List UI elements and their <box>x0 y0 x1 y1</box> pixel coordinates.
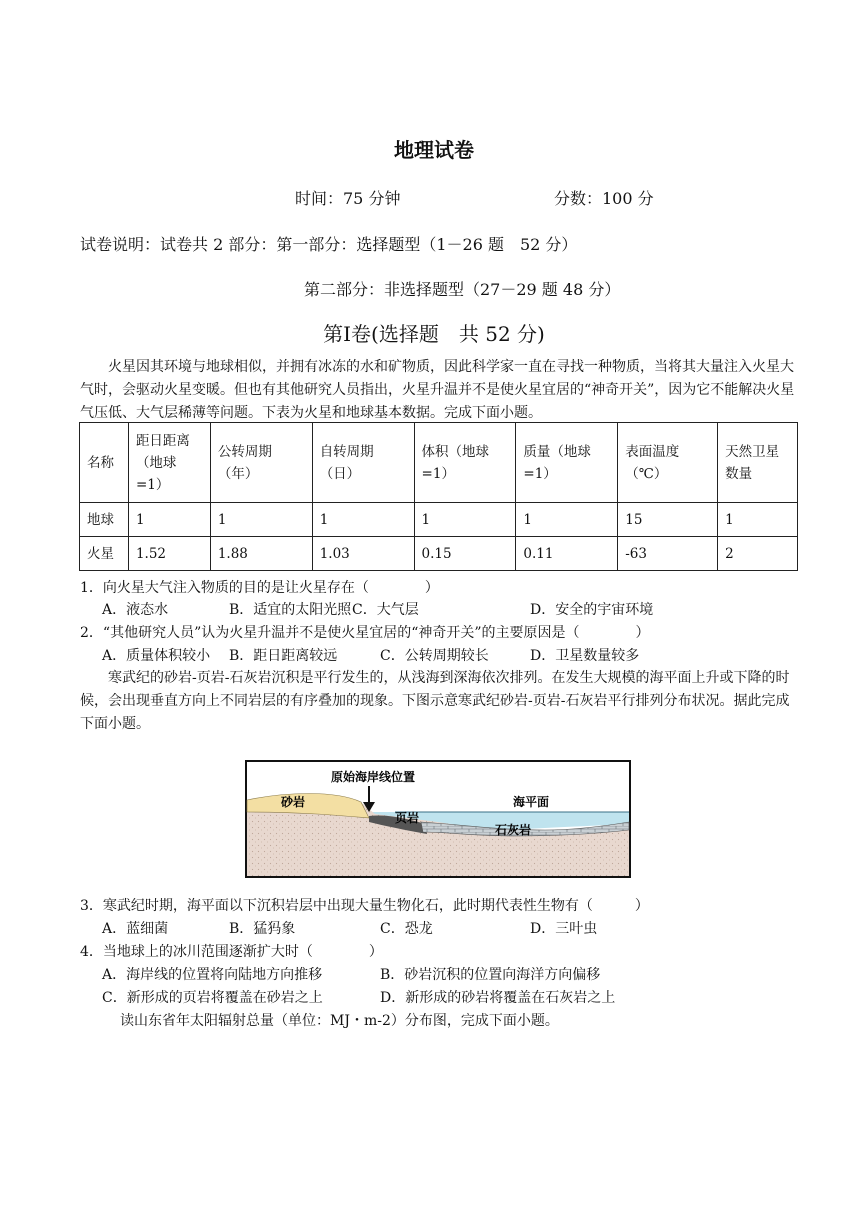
passage-shandong-radiation: 读山东省年太阳辐射总量（单位：MJ・m-2）分布图，完成下面小题。 <box>120 1013 559 1029</box>
question-3-option-d[interactable]: D．三叶虫 <box>530 921 598 937</box>
table-row <box>80 503 798 537</box>
table-header-cell: 质量（地球=1） <box>516 423 618 503</box>
question-3-stem: 3．寒武纪时期，海平面以下沉积岩层中出现大量生物化石，此时期代表性生物有（ ） <box>80 898 649 914</box>
table-cell: 1 <box>210 503 312 537</box>
sea-level-label: 海平面 <box>513 795 550 809</box>
table-cell: 1 <box>128 503 210 537</box>
table-cell: 火星 <box>80 537 129 571</box>
part1-title: 第Ⅰ卷(选择题 共 52 分) <box>323 322 545 346</box>
shale-label: 页岩 <box>395 811 420 825</box>
table-cell: 0.15 <box>414 537 516 571</box>
sandstone-label: 砂岩 <box>281 795 306 809</box>
exam-score: 分数：100 分 <box>554 189 654 208</box>
question-2-stem: 2．“其他研究人员”认为火星升温并不是使火星宜居的“神奇开关”的主要原因是（ ） <box>80 625 650 641</box>
table-header-cell: 自转周期（日） <box>312 423 414 503</box>
table-cell: 地球 <box>80 503 129 537</box>
question-2-option-c[interactable]: C．公转周期较长 <box>380 648 489 664</box>
table-cell: 1 <box>414 503 516 537</box>
table-cell: 1 <box>718 503 798 537</box>
table-cell: 1.03 <box>312 537 414 571</box>
question-1-option-d[interactable]: D．安全的宇宙环境 <box>530 602 654 618</box>
question-2-option-d[interactable]: D．卫星数量较多 <box>530 648 640 664</box>
table-cell: 1 <box>516 503 618 537</box>
table-header-cell: 名称 <box>80 423 129 503</box>
question-1-option-a[interactable]: A．液态水 <box>102 602 169 618</box>
exam-time: 时间：75 分钟 <box>295 189 401 208</box>
question-3-option-b[interactable]: B．猛犸象 <box>229 921 296 937</box>
table-cell: 1 <box>312 503 414 537</box>
passage-cambrian: 寒武纪的砂岩-页岩-石灰岩沉积是平行发生的，从浅海到深海依次排列。在发生大规模的海平面上升或下降的时候，会出现垂直方向上不同岩层的有序叠加的现象。下图示意寒武纪砂岩-页岩-石灰岩平行排列分布状况。据此完成下面小题。 <box>80 670 790 732</box>
question-4-option-c[interactable]: C．新形成的页岩将覆盖在砂岩之上 <box>102 990 323 1006</box>
sediment-diagram <box>245 760 631 878</box>
limestone-label: 石灰岩 <box>495 823 532 837</box>
table-header-cell: 表面温度（℃） <box>618 423 718 503</box>
question-1-option-c[interactable]: C．大气层 <box>352 602 419 618</box>
question-1-stem: 1．向火星大气注入物质的目的是让火星存在（ ） <box>80 580 439 596</box>
table-cell: -63 <box>618 537 718 571</box>
exam-title: 地理试卷 <box>394 138 474 162</box>
question-1-option-b[interactable]: B．适宜的太阳光照 <box>229 602 352 618</box>
table-header-cell: 距日距离（地球=1） <box>128 423 210 503</box>
question-4-stem: 4．当地球上的冰川范围逐渐扩大时（ ） <box>80 944 383 960</box>
question-3-option-c[interactable]: C．恐龙 <box>380 921 433 937</box>
mars-earth-table <box>79 422 798 571</box>
question-4-option-b[interactable]: B．砂岩沉积的位置向海洋方向偏移 <box>380 967 601 983</box>
table-row <box>80 537 798 571</box>
question-4-option-d[interactable]: D．新形成的砂岩将覆盖在石灰岩之上 <box>380 990 616 1006</box>
question-3-option-a[interactable]: A．蓝细菌 <box>102 921 169 937</box>
exam-description-line2: 第二部分：非选择题型（27－29 题 48 分） <box>304 280 621 299</box>
table-cell: 1.52 <box>128 537 210 571</box>
table-header-row <box>80 423 798 503</box>
table-cell: 15 <box>618 503 718 537</box>
table-header-cell: 天然卫星数量 <box>718 423 798 503</box>
question-2-option-b[interactable]: B．距日距离较远 <box>229 648 338 664</box>
coastline-label: 原始海岸线位置 <box>331 770 416 784</box>
table-cell: 1.88 <box>210 537 312 571</box>
question-2-option-a[interactable]: A．质量体积较小 <box>102 648 211 664</box>
passage-mars: 火星因其环境与地球相似，并拥有冰冻的水和矿物质，因此科学家一直在寻找一种物质，当将其大量注入火星大气时，会驱动火星变暖。但也有其他研究人员指出，火星升温并不是使火星宜居的“神奇开关”，因为它不能解决火星气压低、大气层稀薄等问题。下表为火星和地球基本数据。完成下面小题。 <box>80 359 795 421</box>
table-header-cell: 体积（地球=1） <box>414 423 516 503</box>
table-header-cell: 公转周期（年） <box>210 423 312 503</box>
table-cell: 0.11 <box>516 537 618 571</box>
exam-description-line1: 试卷说明：试卷共 2 部分：第一部分：选择题型（1－26 题 52 分） <box>80 235 578 254</box>
table-cell: 2 <box>718 537 798 571</box>
question-4-option-a[interactable]: A．海岸线的位置将向陆地方向推移 <box>102 967 323 983</box>
